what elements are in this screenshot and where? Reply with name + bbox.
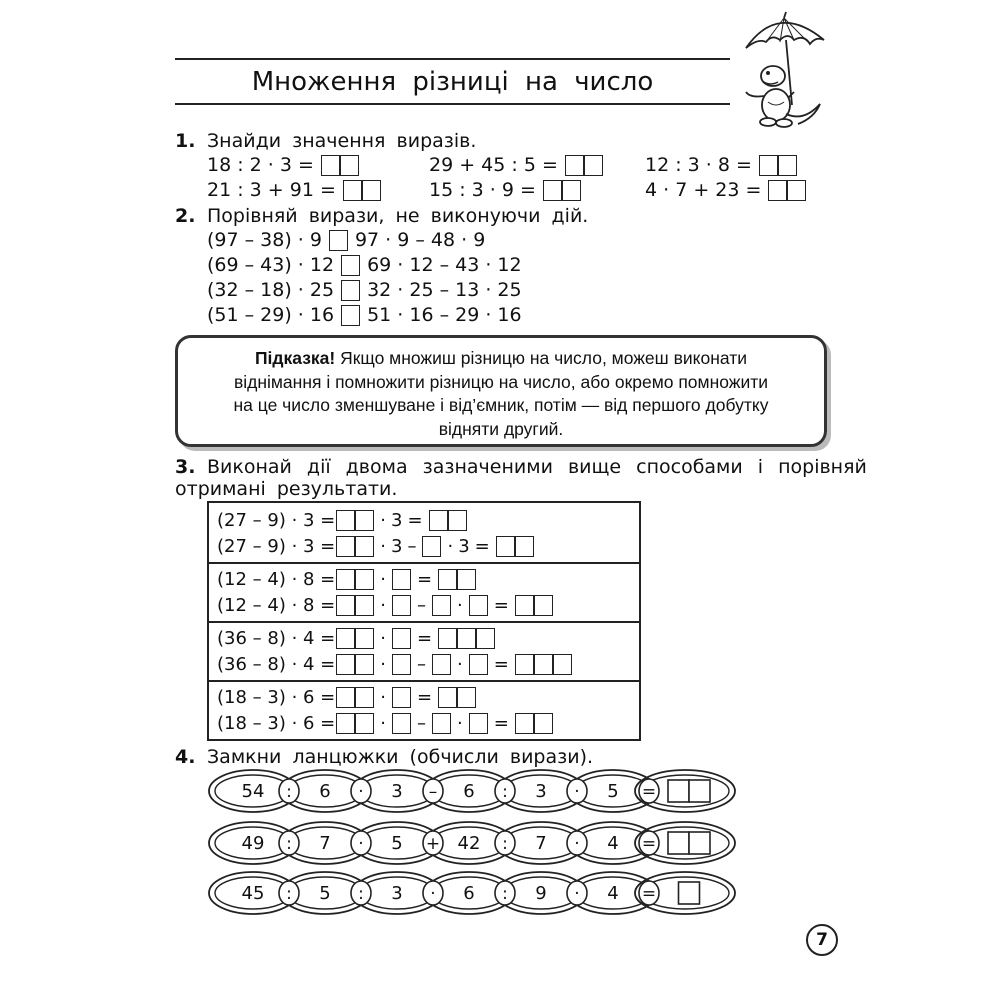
hint-line-1: Підказка! Якщо множиш різницю на число, можеш виконати xyxy=(254,348,748,368)
task3-table xyxy=(207,501,641,741)
chain-value: 6 xyxy=(463,883,475,904)
answer-box[interactable] xyxy=(515,595,534,616)
compare-box[interactable] xyxy=(329,230,348,251)
chain-operator: = xyxy=(641,884,657,904)
chain-operator: = xyxy=(641,834,657,854)
compare-box[interactable] xyxy=(341,305,360,326)
chain-operator: · xyxy=(574,834,580,854)
answer-box[interactable] xyxy=(496,536,515,557)
task2-number: 2. xyxy=(175,205,196,227)
hint-line-2: віднімання і помножити різницю на число, або окремо помножити xyxy=(233,371,769,392)
task1-expr-3: 12 : 3 · 8 = xyxy=(645,152,798,178)
chain-operator: · xyxy=(574,884,580,904)
task3-text-1: Виконай дії двома зазначеними вище способами і порівняй xyxy=(207,456,867,478)
answer-box[interactable] xyxy=(355,687,374,708)
answer-box[interactable] xyxy=(562,180,581,201)
chain-answer-box[interactable] xyxy=(679,882,700,904)
method-1-line: (12 – 4) · 8 = · = xyxy=(217,567,477,591)
hint-line-3: на це число зменшуване і від’ємник, потім — від першого добутку xyxy=(233,395,769,415)
chain-value: 3 xyxy=(535,781,547,802)
chain-operator: : xyxy=(502,834,508,854)
chain-operator: : xyxy=(358,884,364,904)
chain-value: 5 xyxy=(319,883,331,904)
chain-value: 3 xyxy=(391,883,403,904)
answer-box[interactable] xyxy=(355,595,374,616)
answer-box[interactable] xyxy=(534,595,553,616)
answer-box[interactable] xyxy=(392,569,411,590)
answer-box[interactable] xyxy=(565,155,584,176)
answer-box[interactable] xyxy=(457,569,476,590)
task2-row-4: (51 – 29) · 16 51 · 16 – 29 · 16 xyxy=(207,304,522,326)
answer-box[interactable] xyxy=(355,628,374,649)
answer-box[interactable] xyxy=(392,687,411,708)
task1-expr-5: 15 : 3 · 9 = xyxy=(429,177,582,203)
task1-expr-6: 4 · 7 + 23 = xyxy=(645,177,807,203)
answer-box[interactable] xyxy=(469,654,488,675)
answer-box[interactable] xyxy=(355,536,374,557)
answer-box[interactable] xyxy=(457,687,476,708)
hint-label: Підказка! xyxy=(254,348,336,368)
answer-box[interactable] xyxy=(355,569,374,590)
chain-value: 42 xyxy=(457,833,481,854)
chain-value: 6 xyxy=(463,781,475,802)
answer-box[interactable] xyxy=(534,654,553,675)
chain-answer-box[interactable] xyxy=(689,780,710,802)
page-number: 7 xyxy=(806,924,838,956)
chain-operator: = xyxy=(641,782,657,802)
answer-box[interactable] xyxy=(448,510,467,531)
answer-box[interactable] xyxy=(392,595,411,616)
chain-value: 7 xyxy=(535,833,547,854)
chain-answer-box[interactable] xyxy=(689,832,710,854)
answer-box[interactable] xyxy=(476,628,495,649)
answer-box[interactable] xyxy=(553,654,572,675)
answer-box[interactable] xyxy=(340,155,359,176)
method-1-line: (27 – 9) · 3 = · 3 = xyxy=(217,508,468,532)
answer-box[interactable] xyxy=(336,569,355,590)
task1-expr-4: 21 : 3 + 91 = xyxy=(207,177,382,203)
answer-box[interactable] xyxy=(343,180,362,201)
answer-box[interactable] xyxy=(336,713,355,734)
chain-value: 9 xyxy=(535,883,547,904)
answer-box[interactable] xyxy=(336,510,355,531)
table-row xyxy=(209,621,639,682)
compare-box[interactable] xyxy=(341,255,360,276)
chain-value: 5 xyxy=(391,833,403,854)
answer-box[interactable] xyxy=(515,713,534,734)
answer-box[interactable] xyxy=(362,180,381,201)
answer-box[interactable] xyxy=(392,713,411,734)
task1-text: Знайди значення виразів. xyxy=(207,130,477,152)
chain-operator: · xyxy=(358,834,364,854)
answer-box[interactable] xyxy=(584,155,603,176)
answer-box[interactable] xyxy=(422,536,441,557)
method-1-line: (36 – 8) · 4 = · = xyxy=(217,626,496,650)
answer-box[interactable] xyxy=(432,713,451,734)
task2-row-1: (97 – 38) · 9 97 · 9 – 48 · 9 xyxy=(207,229,486,251)
dragon-umbrella-icon xyxy=(738,10,833,135)
chain-operator: : xyxy=(502,782,508,802)
answer-box[interactable] xyxy=(457,628,476,649)
table-row xyxy=(209,562,639,623)
chain-value: 49 xyxy=(241,833,265,854)
chain-operator: · xyxy=(574,782,580,802)
task1-expr-1: 18 : 2 · 3 = xyxy=(207,152,360,178)
chain-value: 4 xyxy=(607,883,619,904)
answer-box[interactable] xyxy=(392,654,411,675)
chain-3 xyxy=(205,868,765,918)
answer-box[interactable] xyxy=(438,628,457,649)
table-row xyxy=(209,680,639,739)
answer-box[interactable] xyxy=(515,654,534,675)
chain-operator: – xyxy=(428,782,438,802)
chain-2 xyxy=(205,818,765,868)
answer-box[interactable] xyxy=(355,654,374,675)
chain-value: 54 xyxy=(241,781,265,802)
method-2-line: (27 – 9) · 3 = · 3 – · 3 = xyxy=(217,534,535,558)
method-1-line: (18 – 3) · 6 = · = xyxy=(217,685,477,709)
hint-box xyxy=(175,335,827,447)
answer-box[interactable] xyxy=(392,628,411,649)
method-2-line: (18 – 3) · 6 = · – · = xyxy=(217,711,554,735)
answer-box[interactable] xyxy=(355,510,374,531)
table-row xyxy=(209,503,639,564)
answer-box[interactable] xyxy=(336,654,355,675)
chain-operator: · xyxy=(358,782,364,802)
task2-row-2: (69 – 43) · 12 69 · 12 – 43 · 12 xyxy=(207,254,522,276)
answer-box[interactable] xyxy=(336,687,355,708)
task3-number: 3. xyxy=(175,456,196,478)
chain-answer-box[interactable] xyxy=(668,780,689,802)
task1-expr-2: 29 + 45 : 5 = xyxy=(429,152,604,178)
task2-row-3: (32 – 18) · 25 32 · 25 – 13 · 25 xyxy=(207,279,522,301)
task4-number: 4. xyxy=(175,746,196,768)
chain-value: 5 xyxy=(607,781,619,802)
chain-operator: + xyxy=(425,834,441,854)
chain-1 xyxy=(205,766,765,816)
answer-box[interactable] xyxy=(787,180,806,201)
task3-text-2: отримані результати. xyxy=(175,478,398,500)
answer-box[interactable] xyxy=(321,155,340,176)
chain-value: 7 xyxy=(319,833,331,854)
answer-box[interactable] xyxy=(469,595,488,616)
answer-box[interactable] xyxy=(515,536,534,557)
task1-number: 1. xyxy=(175,130,196,152)
answer-box[interactable] xyxy=(432,654,451,675)
task2-text: Порівняй вирази, не виконуючи дій. xyxy=(207,205,589,227)
answer-box[interactable] xyxy=(438,687,457,708)
chain-value: 6 xyxy=(319,781,331,802)
title-rule-top xyxy=(175,58,730,60)
answer-box[interactable] xyxy=(778,155,797,176)
chain-operator: : xyxy=(502,884,508,904)
answer-box[interactable] xyxy=(336,628,355,649)
page-title: Множення різниці на число xyxy=(251,67,654,97)
chain-operator: : xyxy=(286,782,292,802)
chain-operator: · xyxy=(430,884,436,904)
answer-box[interactable] xyxy=(336,536,355,557)
answer-box[interactable] xyxy=(438,569,457,590)
method-2-line: (36 – 8) · 4 = · – · = xyxy=(217,652,573,676)
task4-text: Замкни ланцюжки (обчисли вирази). xyxy=(207,746,594,768)
chain-answer-box[interactable] xyxy=(668,832,689,854)
answer-box[interactable] xyxy=(759,155,778,176)
hint-line-4: відняти другий. xyxy=(438,418,564,439)
title-rule-bottom xyxy=(175,103,730,105)
chain-operator: : xyxy=(286,884,292,904)
answer-box[interactable] xyxy=(432,595,451,616)
chain-value: 45 xyxy=(241,883,265,904)
answer-box[interactable] xyxy=(355,713,374,734)
answer-box[interactable] xyxy=(469,713,488,734)
answer-box[interactable] xyxy=(543,180,562,201)
chain-value: 3 xyxy=(391,781,403,802)
method-2-line: (12 – 4) · 8 = · – · = xyxy=(217,593,554,617)
chain-operator: : xyxy=(286,834,292,854)
answer-box[interactable] xyxy=(768,180,787,201)
chain-value: 4 xyxy=(607,833,619,854)
answer-box[interactable] xyxy=(336,595,355,616)
answer-box[interactable] xyxy=(534,713,553,734)
answer-box[interactable] xyxy=(429,510,448,531)
compare-box[interactable] xyxy=(341,280,360,301)
